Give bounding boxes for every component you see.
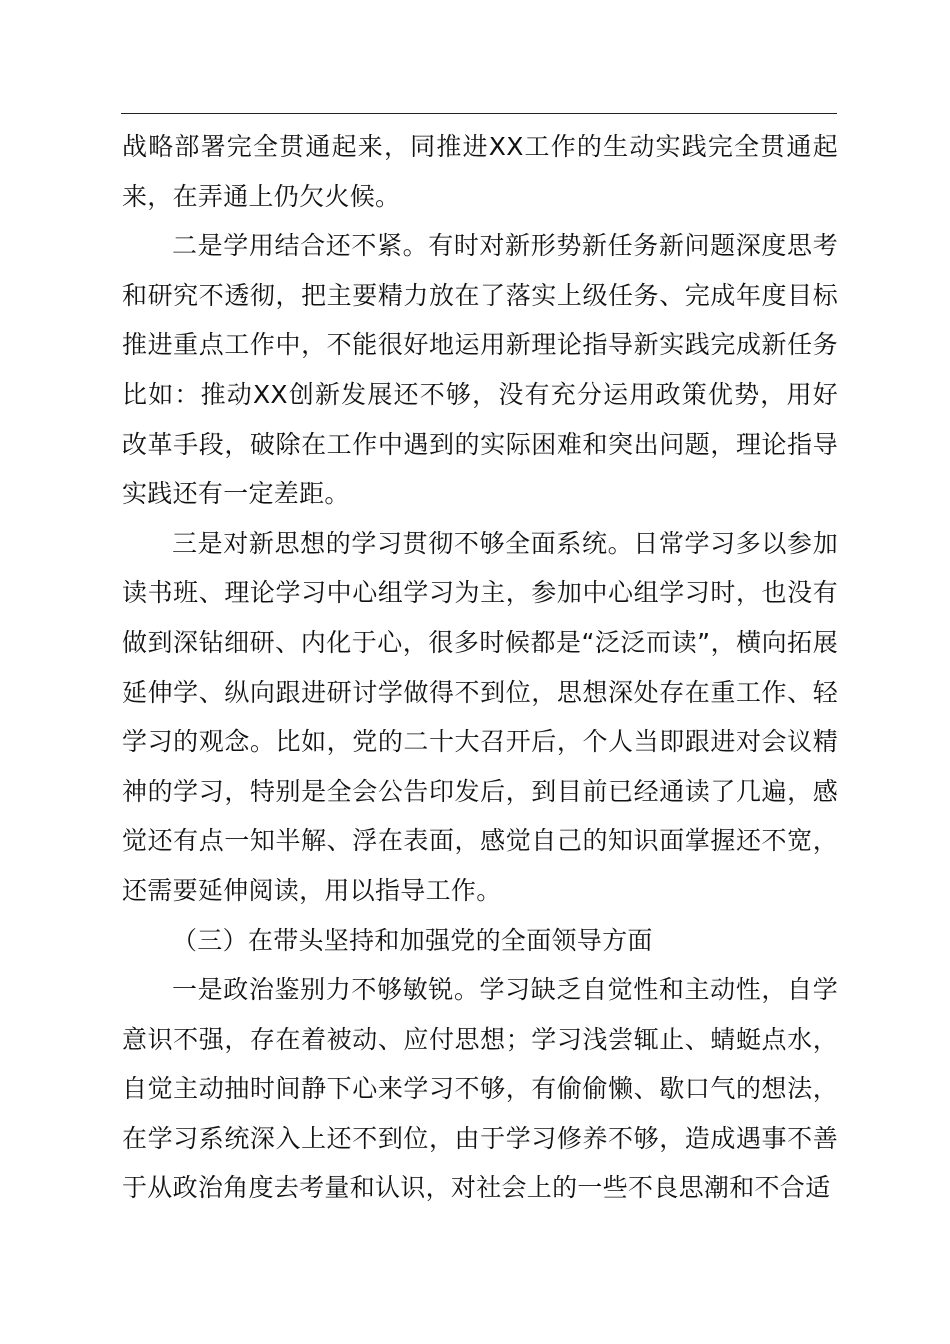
paragraph-continued: 战略部署完全贯通起来，同推进XX工作的生动实践完全贯通起来，在弄通上仍欠火候。 — [122, 132, 838, 211]
paragraph-new-thought-study: 三是对新思想的学习贯彻不够全面系统。日常学习多以参加读书班、理论学习中心组学习为主，参加中心组学习时，也没有做到深钻细研、内化于心，很多时候都是“泛泛而读”，横向拓展延伸学、纵向跟进研讨学做得不到位，思想深处存在重工作、轻学习的观念。比如，党的二十大召开后，个人当即跟进对会议精神的学习，特别是全会公告印发后，到目前已经通读了几遍，感觉还有点一知半解、浮在表面，感觉自己的知识面掌握还不宽，还需要延伸阅读，用以指导工作。 — [122, 528, 838, 905]
paragraph-political-discernment: 一是政治鉴别力不够敏锐。学习缺乏自觉性和主动性，自学意识不强，存在着被动、应付思想；学习浅尝辄止、蜻蜓点水，自觉主动抽时间静下心来学习不够，有偷偷懒、歇口气的想法，在学习系统深入上还不到位，由于学习修养不够，造成遇事不善于从政治角度去考量和认识，对社会上的一些不良思潮和不合适 — [122, 975, 838, 1203]
header-rule — [121, 113, 837, 114]
section-heading: （三）在带头坚持和加强党的全面领导方面 — [172, 925, 653, 955]
document-body — [122, 122, 838, 1213]
paragraph-study-application: 二是学用结合还不紧。有时对新形势新任务新问题深度思考和研究不透彻，把主要精力放在了落实上级任务、完成年度目标推进重点工作中，不能很好地运用新理论指导新实践完成新任务比如：推动XX创新发展还不够，没有充分运用政策优势，用好改革手段，破除在工作中遇到的实际困难和突出问题，理论指导实践还有一定差距。 — [122, 231, 838, 509]
